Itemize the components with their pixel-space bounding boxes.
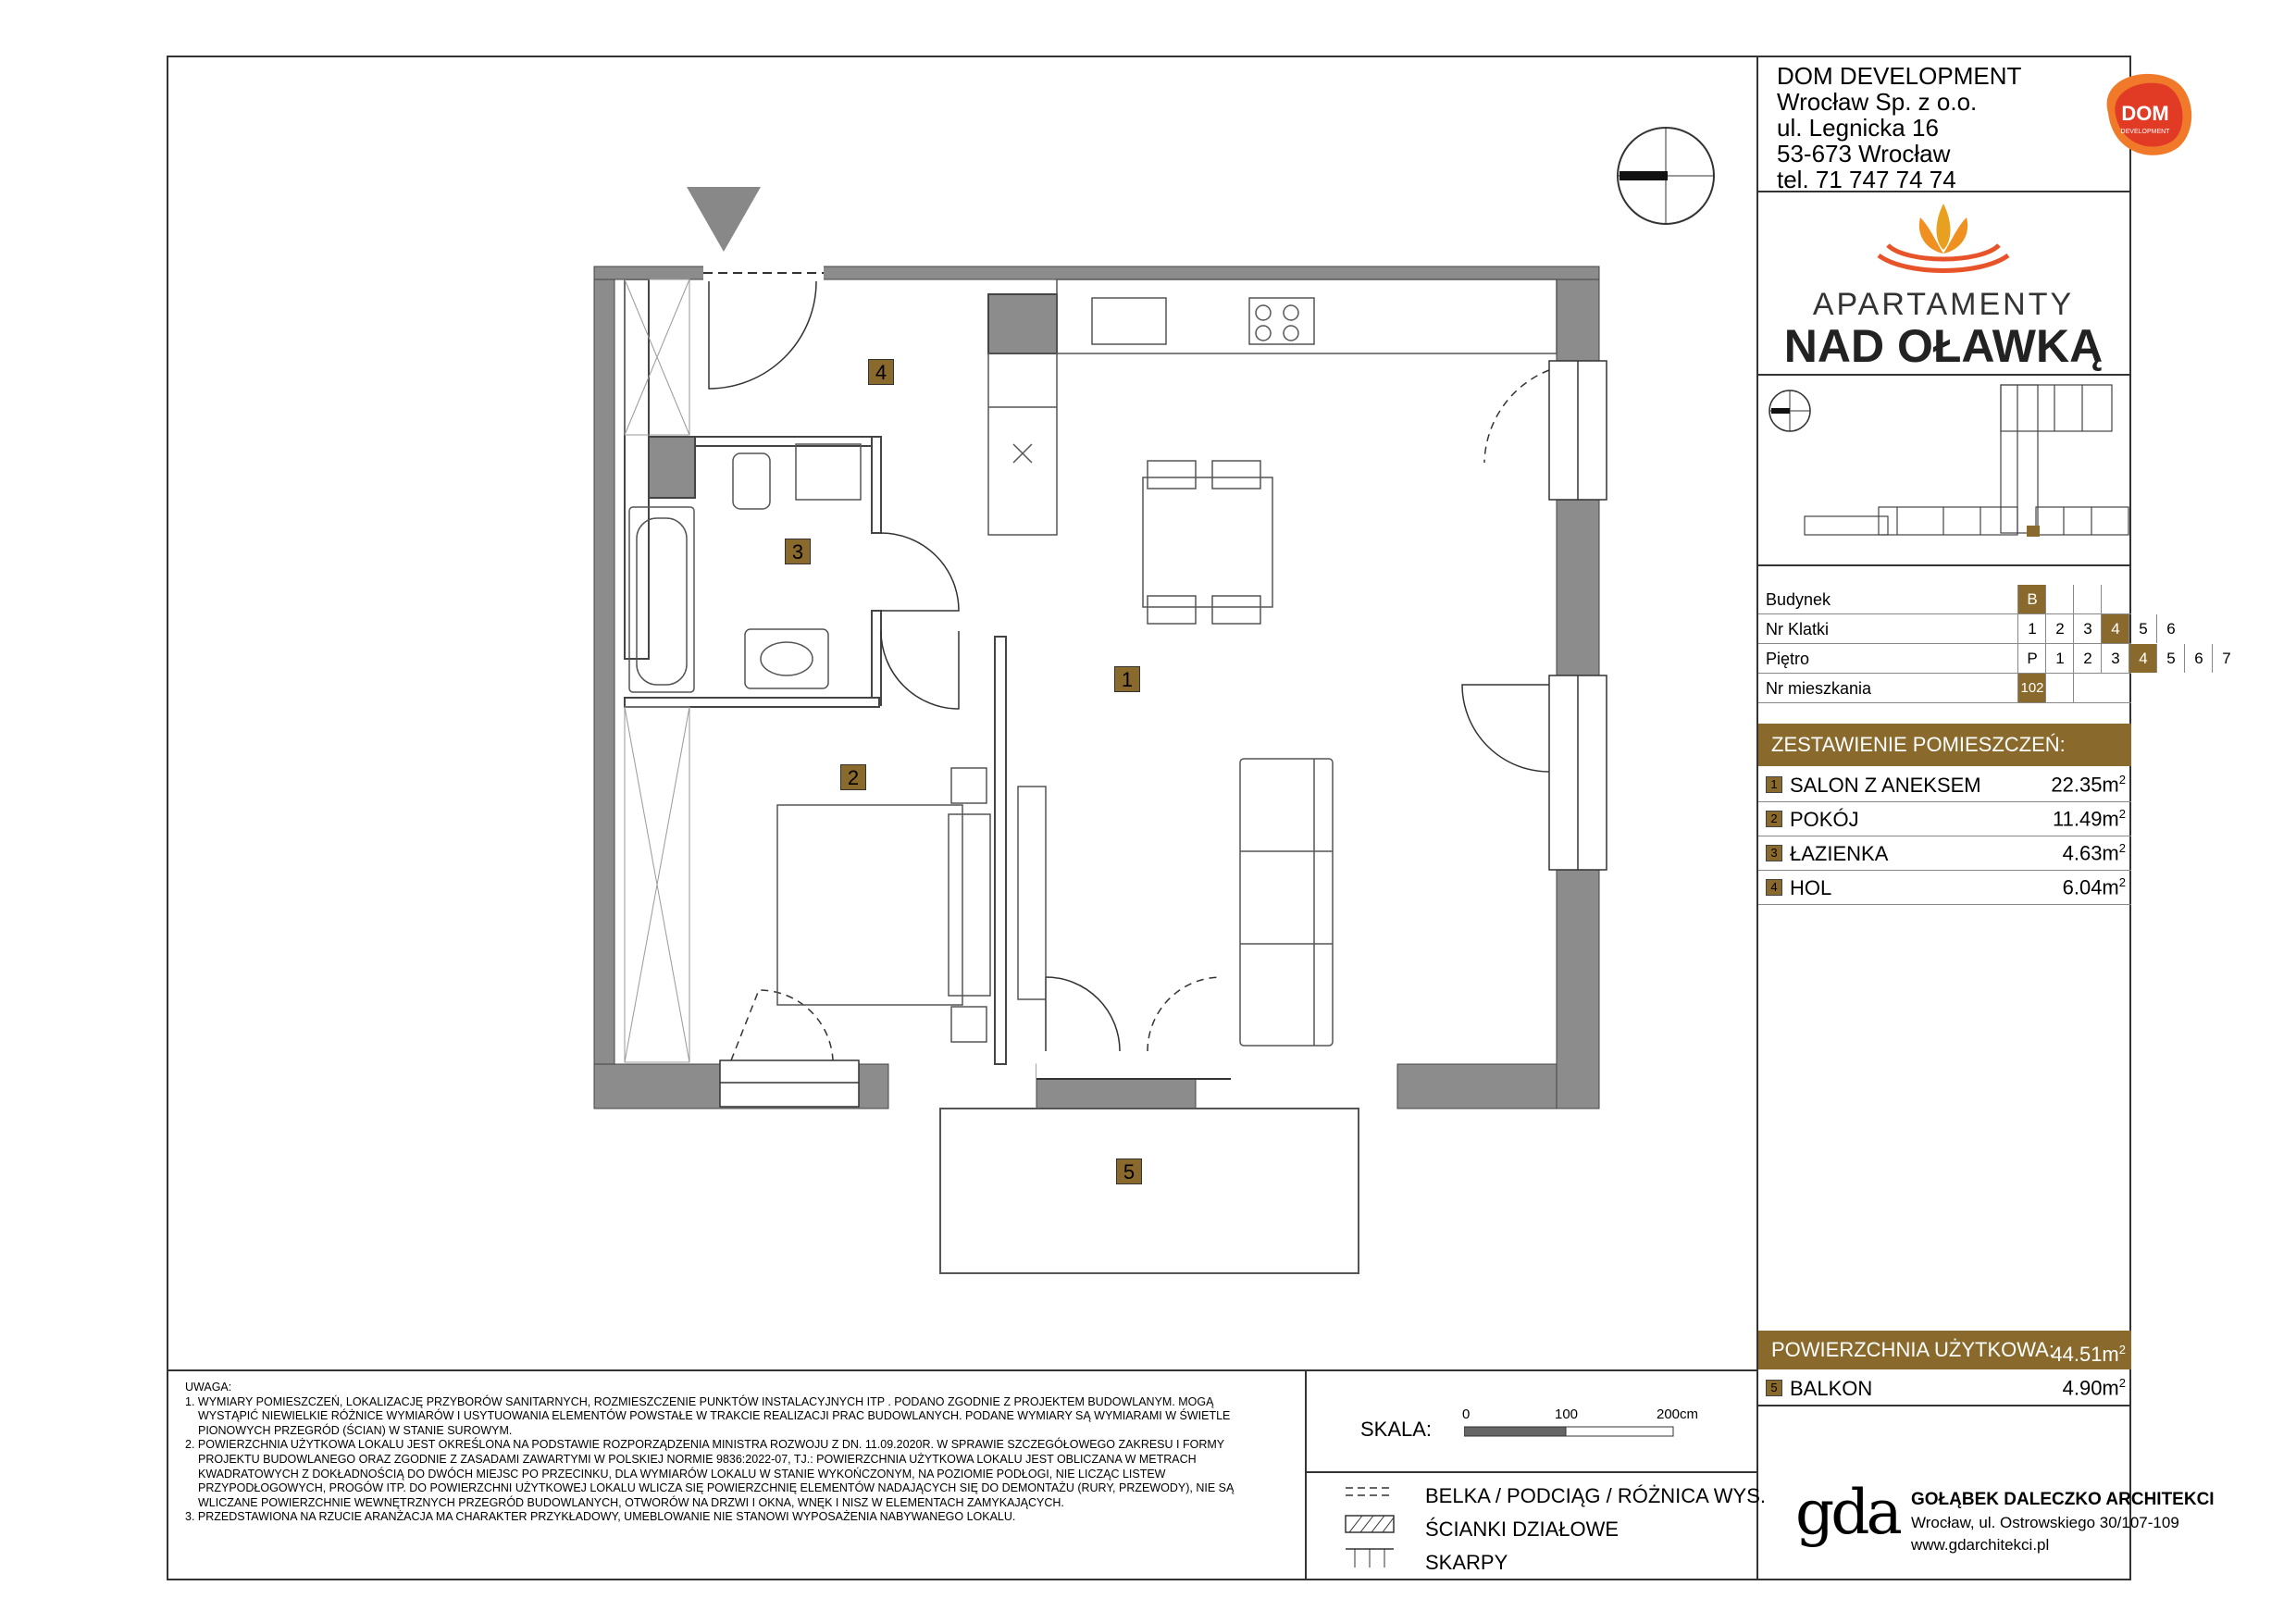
balcony-number: 5: [1766, 1380, 1782, 1396]
north-compass-icon: [1618, 128, 1714, 224]
floor-cell-selected: 4: [2128, 644, 2157, 673]
legend-partition: ŚCIANKI DZIAŁOWE: [1425, 1518, 1620, 1541]
note-1-cont: WYSTĄPIĆ NIEWIELKIE RÓŻNICE WYMIARÓW I USYTUOWANIA ELEMENTÓW POWSTAŁE W TRAKCIE REALIZACJI PRAC BUDOWLANYCH. PODANE WYMIARY SĄ WYMIARAMI W ŚWIETLE: [198, 1409, 1231, 1423]
apartment-label: Nr mieszkania: [1766, 679, 1872, 698]
room-number: 3: [1766, 845, 1782, 861]
company-address: [1777, 63, 2021, 192]
info-row-apartment: [1758, 674, 2131, 703]
balcony-name: BALKON: [1790, 1377, 1873, 1400]
floor-cell: 7: [2212, 644, 2240, 673]
room-row: [1758, 802, 2131, 836]
company-city: 53-673 Wrocław: [1777, 140, 1951, 167]
info-row-stairs: [1758, 614, 2176, 644]
room-area: $6.04m^2$: [2062, 875, 2126, 899]
note-2-cont: WLICZANE POWIERZCHNIE WEWNĘTRZNYCH PRZEGRÓD BUDOWLANYCH, OTWORÓW NA DRZWI I OKNA, WNĘK I NISZ W ELEMENTACH ZAMYKAJĄCYCH.: [198, 1495, 1064, 1509]
rooms-header: [1758, 724, 2131, 766]
footer-rule: [167, 1369, 1758, 1371]
room-area: $4.63m^2$: [2062, 841, 2126, 865]
empty-cell: [2045, 674, 2074, 702]
legend-beam: BELKA / PODCIĄG / RÓŻNICA WYS.: [1425, 1484, 1766, 1507]
note-3: 3. PRZEDSTAWIONA NA RZUCIE ARANŻACJA MA CHARAKTER PRZYKŁADOWY, UMEBLOWANIE NIE STANOWI WYPOSAŻENIA NABYWANEGO LOKALU.: [185, 1510, 1016, 1524]
room-name: POKÓJ: [1790, 808, 1859, 831]
panel-rule: [1756, 564, 2131, 566]
empty-cell: [2073, 674, 2102, 702]
balcony-area: $4.90m^2$: [2062, 1376, 2126, 1400]
total-area-label: POWIERZCHNIA UŻYTKOWA:: [1771, 1338, 2054, 1361]
floor-cell: P: [2017, 644, 2046, 673]
project-name-line2: NAD OŁAWKĄ: [1783, 320, 2104, 372]
room-tag-5: 5: [1116, 1158, 1142, 1184]
rooms-header-text: ZESTAWIENIE POMIESZCZEŃ:: [1771, 733, 2066, 756]
dom-development-logo: [2090, 67, 2201, 159]
room-number: 1: [1766, 776, 1782, 793]
stair-cell: 2: [2045, 614, 2074, 643]
scale-label: SKALA:: [1360, 1418, 1433, 1441]
info-row-building: [1758, 585, 2131, 614]
room-row: [1758, 871, 2131, 905]
stair-cell: 3: [2073, 614, 2102, 643]
floor-cell: 1: [2045, 644, 2074, 673]
logo-subtext: DEVELOPMENT: [2120, 129, 2170, 135]
room-area: $22.35m^2$: [2051, 773, 2126, 797]
room-number: 2: [1766, 811, 1782, 827]
building-value: B: [2017, 585, 2046, 613]
scale-bar: [1464, 1425, 1686, 1440]
note-2-cont: KWADRATOWYCH Z DOKŁADNOŚCIĄ DO DWÓCH MIEJSC PO PRZECINKU, DLA WYMIARÓW LOKALU W STANIE WYKOŃCZONYM, NA POZIOMIE PODŁOGI, NIE LICZĄC LISTEW: [198, 1467, 1166, 1481]
scale-tick-0: 0: [1462, 1406, 1471, 1422]
floor-label: Piętro: [1766, 650, 1810, 668]
building-label: Budynek: [1766, 590, 1831, 609]
room-row: [1758, 768, 2131, 802]
lotus-icon: [1869, 194, 2017, 278]
company-street: ul. Legnicka 16: [1777, 114, 1939, 142]
architect-name: GOŁĄBEK DALECZKO ARCHITEKCI: [1911, 1490, 2215, 1509]
notes-title: UWAGA:: [185, 1381, 232, 1394]
room-tag-2: 2: [840, 764, 866, 790]
footer-divider: [1305, 1369, 1307, 1580]
note-2-cont: PRZYPODŁOGOWYCH, PROGÓW ITP. DO POWIERZCHNI UŻYTKOWEJ LOKALU WLICZA SIĘ POWIERZCHNIĘ ELEMENTÓW NADAJĄCYCH SIĘ DO DEMONTAŻU (RURY, PRZEWODY), NIE SĄ: [198, 1481, 1235, 1495]
empty-cell: [2073, 585, 2102, 613]
room-tag-4: 4: [868, 359, 894, 385]
apartment-info-table: [1758, 585, 2231, 703]
key-plan: [1758, 378, 2131, 563]
floor-cell: 3: [2101, 644, 2129, 673]
architect-logo: gda: [1795, 1477, 1899, 1548]
empty-cell: [2045, 585, 2074, 613]
balcony-row: [1758, 1371, 2131, 1405]
floor-cell: 5: [2156, 644, 2185, 673]
stair-cell-selected: 4: [2101, 614, 2129, 643]
floor-cell: 6: [2184, 644, 2213, 673]
entrance-arrow-icon: [687, 187, 761, 252]
stair-cell: 1: [2017, 614, 2046, 643]
info-row-floor: [1758, 644, 2231, 674]
footer-rule: [1305, 1471, 1758, 1473]
architect-address: Wrocław, ul. Ostrowskiego 30/107-109: [1911, 1514, 2179, 1531]
stair-cell: 6: [2156, 614, 2185, 643]
project-name-line1: APARTAMENTY: [1812, 287, 2075, 322]
room-name: SALON Z ANEKSEM: [1790, 774, 1981, 797]
stair-cell: 5: [2128, 614, 2157, 643]
total-area-value: $44.51m^2$: [2051, 1343, 2126, 1367]
empty-cell: [2101, 585, 2129, 613]
panel-rule: [1756, 374, 2131, 376]
project-brand: [1758, 194, 2128, 373]
notes-block: [185, 1381, 1296, 1525]
panel-rule: [1756, 1405, 2131, 1406]
room-tag-1: 1: [1114, 666, 1140, 692]
scale-tick-200: 200cm: [1657, 1406, 1699, 1422]
note-2: 2. POWIERZCHNIA UŻYTKOWA LOKALU JEST OKREŚLONA NA PODSTAWIE ROZPORZĄDZENIA MINISTRA ROZWOJU Z DN. 11.09.2020R. W SPRAWIE SZCZEGÓŁOWEGO ZAKRESU I FORMY: [185, 1438, 1225, 1452]
company-entity: Wrocław Sp. z o.o.: [1777, 88, 1978, 116]
company-phone: tel. 71 747 74 74: [1777, 166, 1956, 193]
room-name: HOL: [1790, 876, 1832, 899]
note-1-cont: PIONOWYCH PRZEGRÓD (ŚCIAN) W STANIE SUROWYM.: [198, 1423, 513, 1437]
note-1: 1. WYMIARY POMIESZCZEŃ, LOKALIZACJĘ PRZYBORÓW SANITARNYCH, ROZMIESZCZENIE PUNKTÓW INSTALACYJNYCH ITP . PODANO ZGODNIE Z PROJEKTEM BUDOWLANYM. MOGĄ: [185, 1394, 1214, 1408]
room-tag-3: 3: [785, 539, 811, 564]
room-number: 4: [1766, 879, 1782, 896]
company-name: DOM DEVELOPMENT: [1777, 62, 2022, 90]
logo-text: DOM: [2121, 102, 2169, 125]
legend-reveals: SKARPY: [1425, 1551, 1508, 1574]
stair-label: Nr Klatki: [1766, 620, 1830, 638]
architect-web: www.gdarchitekci.pl: [1911, 1536, 2050, 1554]
note-2-cont: PROJEKTU BUDOWLANEGO ORAZ ZGODNIE Z ZASADAMI ZAWARTYMI W POLSKIEJ NORMIE 9836:2022-07, TJ.: POWIERZCHNIA UŻYTKOWA LOKALU JEST OBLICZANA W METRACH: [198, 1452, 1197, 1466]
room-name: ŁAZIENKA: [1790, 842, 1889, 865]
scale-tick-100: 100: [1555, 1406, 1579, 1422]
total-area-row: [1758, 1331, 2131, 1369]
floor-plan: [167, 56, 1758, 1369]
room-area: $11.49m^2$: [2053, 807, 2126, 831]
floor-cell: 2: [2073, 644, 2102, 673]
room-row: [1758, 836, 2131, 871]
apartment-value: 102: [2017, 674, 2046, 702]
